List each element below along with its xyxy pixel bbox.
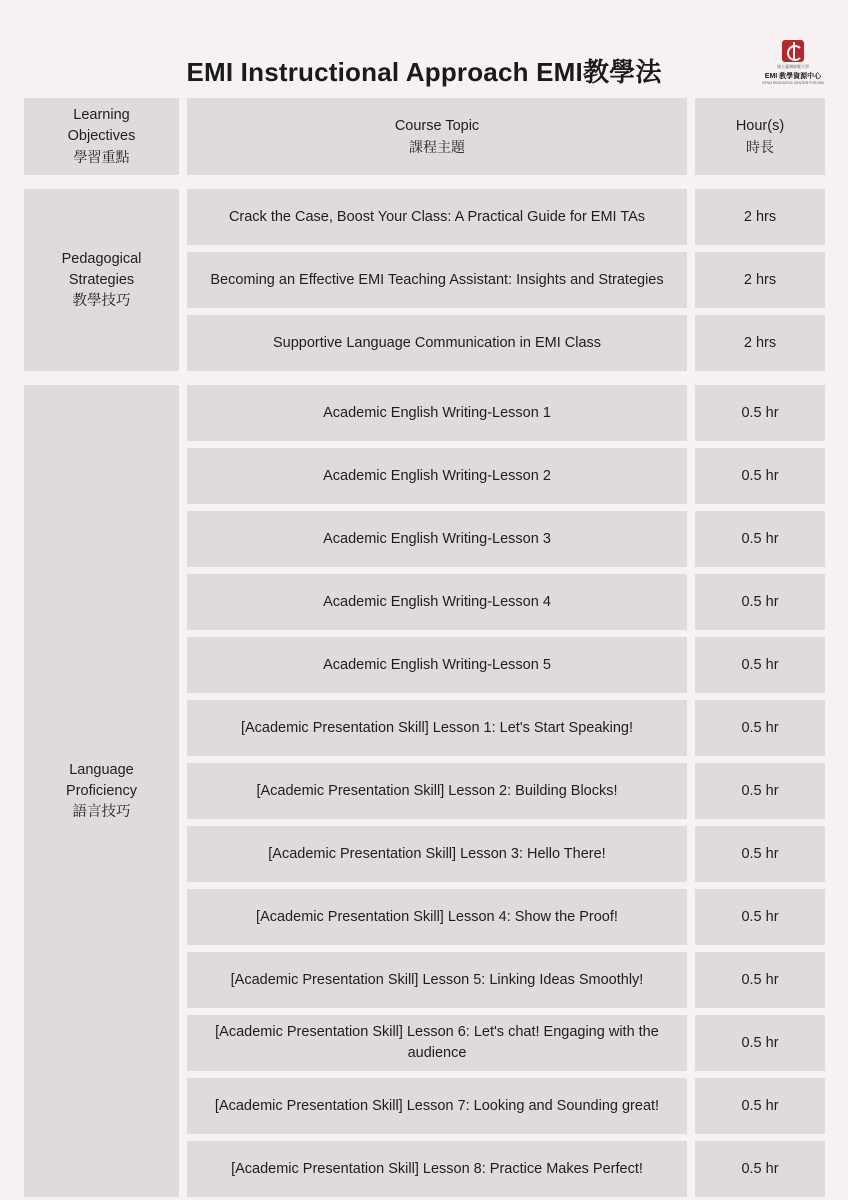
learning-objective-cell xyxy=(24,189,179,371)
course-hours-cell: 0.5 hr xyxy=(695,1015,825,1071)
page-title: EMI Instructional Approach EMI教學法 xyxy=(186,57,662,87)
course-hours-cell: 0.5 hr xyxy=(695,700,825,756)
header-hours xyxy=(695,98,825,175)
course-table xyxy=(24,98,825,1197)
course-hours-cell: 2 hrs xyxy=(695,252,825,308)
course-hours-cell: 0.5 hr xyxy=(695,889,825,945)
course-hours-cell: 0.5 hr xyxy=(695,1141,825,1197)
header-hours-zh: 時長 xyxy=(746,138,774,155)
header-hours-en: Hour(s) xyxy=(735,117,785,134)
course-hours-cell: 0.5 hr xyxy=(695,952,825,1008)
header-course-topic xyxy=(187,98,687,175)
course-topic-cell: Crack the Case, Boost Your Class: A Practical Guide for EMI TAs xyxy=(187,189,687,245)
header-topic-zh: 課程主題 xyxy=(408,138,465,155)
course-topic-cell: [Academic Presentation Skill] Lesson 6: Let's chat! Engaging with the audience xyxy=(187,1015,687,1071)
logo-center-english: NTNU RESOURCE CENTER FOR EMI xyxy=(762,81,824,85)
emi-center-logo xyxy=(758,40,828,88)
logo-center-name: EMI 教學資源中心 xyxy=(764,73,822,80)
course-topic-cell: [Academic Presentation Skill] Lesson 8: Practice Makes Perfect! xyxy=(187,1141,687,1197)
course-hours-cell: 2 hrs xyxy=(695,315,825,371)
course-hours-cell: 0.5 hr xyxy=(695,385,825,441)
course-topic-cell: [Academic Presentation Skill] Lesson 2: Building Blocks! xyxy=(187,763,687,819)
course-hours-cell: 0.5 hr xyxy=(695,574,825,630)
logo-university-text: 國立臺灣師範大學 xyxy=(777,64,809,69)
course-hours-cell: 2 hrs xyxy=(695,189,825,245)
header-objectives-en: Learning Objectives xyxy=(67,107,136,144)
course-topic-cell: Academic English Writing-Lesson 5 xyxy=(187,637,687,693)
course-topic-cell: Academic English Writing-Lesson 2 xyxy=(187,448,687,504)
learning-objective-line: Pedagogical xyxy=(61,250,142,267)
learning-objective-cell xyxy=(24,385,179,1197)
header-topic-en: Course Topic xyxy=(394,117,480,134)
course-topic-cell: [Academic Presentation Skill] Lesson 5: Linking Ideas Smoothly! xyxy=(187,952,687,1008)
course-topic-cell: [Academic Presentation Skill] Lesson 4: Show the Proof! xyxy=(187,889,687,945)
course-hours-cell: 0.5 hr xyxy=(695,826,825,882)
learning-objective-line: 語言技巧 xyxy=(72,803,131,820)
course-topic-cell: Academic English Writing-Lesson 4 xyxy=(187,574,687,630)
course-topic-cell: Academic English Writing-Lesson 1 xyxy=(187,385,687,441)
header-objectives-zh: 學習重點 xyxy=(73,149,130,165)
learning-objective-line: 教學技巧 xyxy=(72,292,131,309)
course-topic-cell: [Academic Presentation Skill] Lesson 3: Hello There! xyxy=(187,826,687,882)
course-topic-cell: [Academic Presentation Skill] Lesson 7: Looking and Sounding great! xyxy=(187,1078,687,1134)
course-hours-cell: 0.5 hr xyxy=(695,1078,825,1134)
course-hours-cell: 0.5 hr xyxy=(695,511,825,567)
course-topic-cell: Academic English Writing-Lesson 3 xyxy=(187,511,687,567)
course-topic-cell: Becoming an Effective EMI Teaching Assistant: Insights and Strategies xyxy=(187,252,687,308)
header-learning-objectives xyxy=(24,98,179,175)
course-hours-cell: 0.5 hr xyxy=(695,637,825,693)
emi-logo-icon xyxy=(782,40,804,62)
learning-objective-line: Proficiency xyxy=(66,782,137,799)
course-hours-cell: 0.5 hr xyxy=(695,763,825,819)
learning-objective-line: Language xyxy=(69,761,134,778)
course-topic-cell: Supportive Language Communication in EMI Class xyxy=(187,315,687,371)
learning-objective-line: Strategies xyxy=(68,271,135,288)
course-topic-cell: [Academic Presentation Skill] Lesson 1: Let's Start Speaking! xyxy=(187,700,687,756)
course-hours-cell: 0.5 hr xyxy=(695,448,825,504)
